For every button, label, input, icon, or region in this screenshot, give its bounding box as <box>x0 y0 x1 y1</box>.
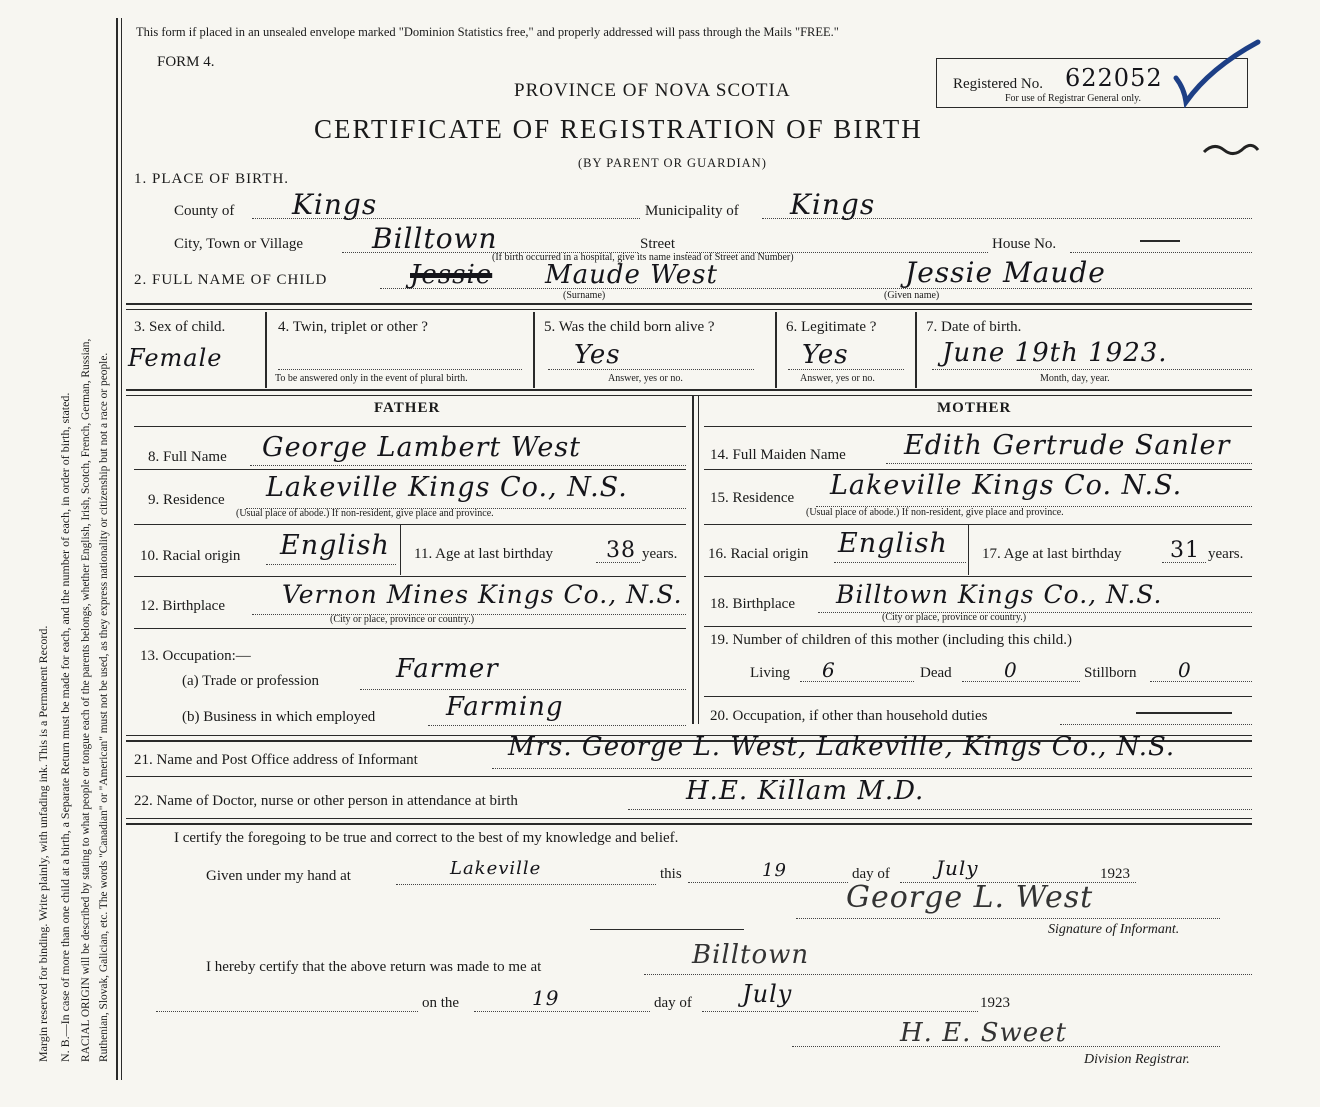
mother-birthplace-value: Billtown Kings Co., N.S. <box>836 580 1163 609</box>
informant-signature: George L. West <box>846 880 1094 915</box>
mother-race-label: 16. Racial origin <box>708 546 809 562</box>
dob-label: 7. Date of birth. <box>926 319 1022 335</box>
father-business-label: (b) Business in which employed <box>182 709 376 725</box>
informant-label: 21. Name and Post Office address of Informant <box>134 752 418 768</box>
street-label: Street <box>640 236 675 252</box>
mother-residence-label: 15. Residence <box>710 490 795 506</box>
mother-heading: MOTHER <box>937 400 1012 416</box>
informant-signature-caption: Signature of Informant. <box>1048 922 1180 937</box>
given-day-of-label: day of <box>852 866 890 882</box>
place-of-birth-label: 1. PLACE OF BIRTH. <box>134 171 290 187</box>
dob-value: June 19th 1923. <box>942 338 1168 368</box>
alive-label: 5. Was the child born alive ? <box>544 319 715 335</box>
father-age-label: 11. Age at last birthday <box>414 546 553 562</box>
doctor-value: H.E. Killam M.D. <box>686 776 925 806</box>
dead-value: 0 <box>1004 658 1018 682</box>
registrar-day-of-label: day of <box>654 995 692 1011</box>
legitimate-note: Answer, yes or no. <box>800 373 875 384</box>
registrar-year-value: 1923 <box>980 995 1010 1011</box>
city-label: City, Town or Village <box>174 236 304 252</box>
stamp-mark-icon <box>1200 140 1262 164</box>
legitimate-value: Yes <box>802 340 849 370</box>
father-age-value: 38 <box>606 538 636 563</box>
margin-note-plural-births: N. B.—In case of more than one child at a birth, a Separate Return must be made for each, and the number of each, in order of birth, stated. <box>58 392 72 1062</box>
margin-note-racial-origin: RACIAL ORIGIN will be described by stating to what people or tongue each of the parents belongs, whether English, Irish, Scotch, French, German, Russian, <box>80 338 92 1062</box>
child-surname: Maude West <box>545 260 718 290</box>
given-month-value: July <box>936 856 979 880</box>
province-title: PROVINCE OF NOVA SCOTIA <box>514 80 791 101</box>
stillborn-value: 0 <box>1178 658 1192 682</box>
legitimate-label: 6. Legitimate ? <box>786 319 877 335</box>
county-label: County of <box>174 203 235 219</box>
mother-age-label: 17. Age at last birthday <box>982 546 1122 562</box>
living-label: Living <box>750 665 790 681</box>
mother-name-label: 14. Full Maiden Name <box>710 447 846 463</box>
given-day-value: 19 <box>762 860 787 881</box>
given-under-hand-label: Given under my hand at <box>206 868 351 884</box>
page-title: CERTIFICATE OF REGISTRATION OF BIRTH <box>314 114 923 144</box>
father-age-years: years. <box>642 546 678 562</box>
margin-note-binding: Margin reserved for binding. Write plainly, with unfading ink. This is a Permanent Record. <box>36 625 50 1062</box>
father-heading: FATHER <box>374 400 441 416</box>
dead-label: Dead <box>920 665 952 681</box>
sex-label: 3. Sex of child. <box>134 319 226 335</box>
form-number: FORM 4. <box>157 54 215 70</box>
margin-note-racial-origin-cont: Ruthenian, Slovak, Galician, etc. The words "Canadian" or "American" must not be used, as they express nationality or citizenship but not a race or people. <box>98 352 110 1062</box>
mother-occupation-label: 20. Occupation, if other than household duties <box>710 708 988 724</box>
registered-label: Registered No. <box>953 76 1043 92</box>
sex-value: Female <box>128 344 223 372</box>
father-birthplace-value: Vernon Mines Kings Co., N.S. <box>282 580 683 609</box>
father-birthplace-note: (City or place, province or country.) <box>330 614 475 625</box>
registrar-day-value: 19 <box>532 986 560 1010</box>
registrar-caption: Division Registrar. <box>1084 1052 1190 1067</box>
father-residence-label: 9. Residence <box>148 492 225 508</box>
alive-note: Answer, yes or no. <box>608 373 683 384</box>
mother-name-value: Edith Gertrude Sanler <box>904 430 1231 461</box>
father-race-label: 10. Racial origin <box>140 548 241 564</box>
surname-caption: (Surname) <box>563 290 606 301</box>
given-year-value: 1923 <box>1100 866 1130 882</box>
given-place-value: Lakeville <box>450 858 542 879</box>
registrar-month-value: July <box>742 980 793 1008</box>
father-birthplace-label: 12. Birthplace <box>140 598 225 614</box>
mother-birthplace-note: (City or place, province or country.) <box>882 612 1027 623</box>
father-race-value: English <box>280 530 390 561</box>
registrar-signature: H. E. Sweet <box>900 1018 1067 1048</box>
father-name-value: George Lambert West <box>262 432 582 463</box>
father-business-value: Farming <box>446 692 564 722</box>
living-value: 6 <box>822 658 836 682</box>
father-residence-value: Lakeville Kings Co., N.S. <box>266 472 628 503</box>
municipality-value: Kings <box>790 188 876 221</box>
registered-number: 622052 <box>1065 64 1163 92</box>
mail-notice: This form if placed in an unsealed envelope marked "Dominion Statistics free," and properly addressed will pass through the Mails "FREE." <box>136 25 839 39</box>
registrar-place-value: Billtown <box>692 940 810 970</box>
dob-note: Month, day, year. <box>1040 373 1110 384</box>
alive-value: Yes <box>574 340 621 370</box>
given-name-caption: (Given name) <box>884 290 940 301</box>
registrar-note: For use of Registrar General only. <box>1005 93 1141 104</box>
children-count-label: 19. Number of children of this mother (including this child.) <box>710 632 1073 648</box>
mother-birthplace-label: 18. Birthplace <box>710 596 795 612</box>
twin-note: To be answered only in the event of plural birth. <box>275 373 468 384</box>
informant-value: Mrs. George L. West, Lakeville, Kings Co., N.S. <box>508 732 1176 762</box>
father-trade-label: (a) Trade or profession <box>182 673 320 689</box>
twin-label: 4. Twin, triplet or other ? <box>278 319 428 335</box>
stillborn-label: Stillborn <box>1084 665 1137 681</box>
father-name-label: 8. Full Name <box>148 449 227 465</box>
municipality-label: Municipality of <box>645 203 739 219</box>
mother-residence-note: (Usual place of abode.) If non-resident, give place and province. <box>806 507 1064 518</box>
mother-age-value: 31 <box>1170 538 1200 563</box>
child-name-label: 2. FULL NAME OF CHILD <box>134 272 328 288</box>
child-given-name: Jessie Maude <box>905 256 1106 289</box>
mother-age-years: years. <box>1208 546 1244 562</box>
registrar-statement: I hereby certify that the above return was made to me at <box>206 959 542 975</box>
hospital-note: (If birth occurred in a hospital, give its name instead of Street and Number) <box>492 252 794 263</box>
child-struck-name: Jessie <box>410 260 493 290</box>
page-subtitle: (BY PARENT OR GUARDIAN) <box>578 156 767 170</box>
city-value: Billtown <box>372 222 498 255</box>
mother-residence-value: Lakeville Kings Co. N.S. <box>830 470 1183 501</box>
doctor-label: 22. Name of Doctor, nurse or other person in attendance at birth <box>134 793 518 809</box>
father-trade-value: Farmer <box>396 654 499 684</box>
certification-statement: I certify the foregoing to be true and correct to the best of my knowledge and belief. <box>174 830 679 846</box>
this-label: this <box>660 866 682 882</box>
county-value: Kings <box>292 188 378 221</box>
father-residence-note: (Usual place of abode.) If non-resident, give place and province. <box>236 508 494 519</box>
house-no-label: House No. <box>992 236 1057 252</box>
father-occupation-label: 13. Occupation:— <box>140 648 251 664</box>
mother-race-value: English <box>838 528 948 559</box>
check-mark-icon <box>1170 38 1265 108</box>
on-the-label: on the <box>422 995 460 1011</box>
